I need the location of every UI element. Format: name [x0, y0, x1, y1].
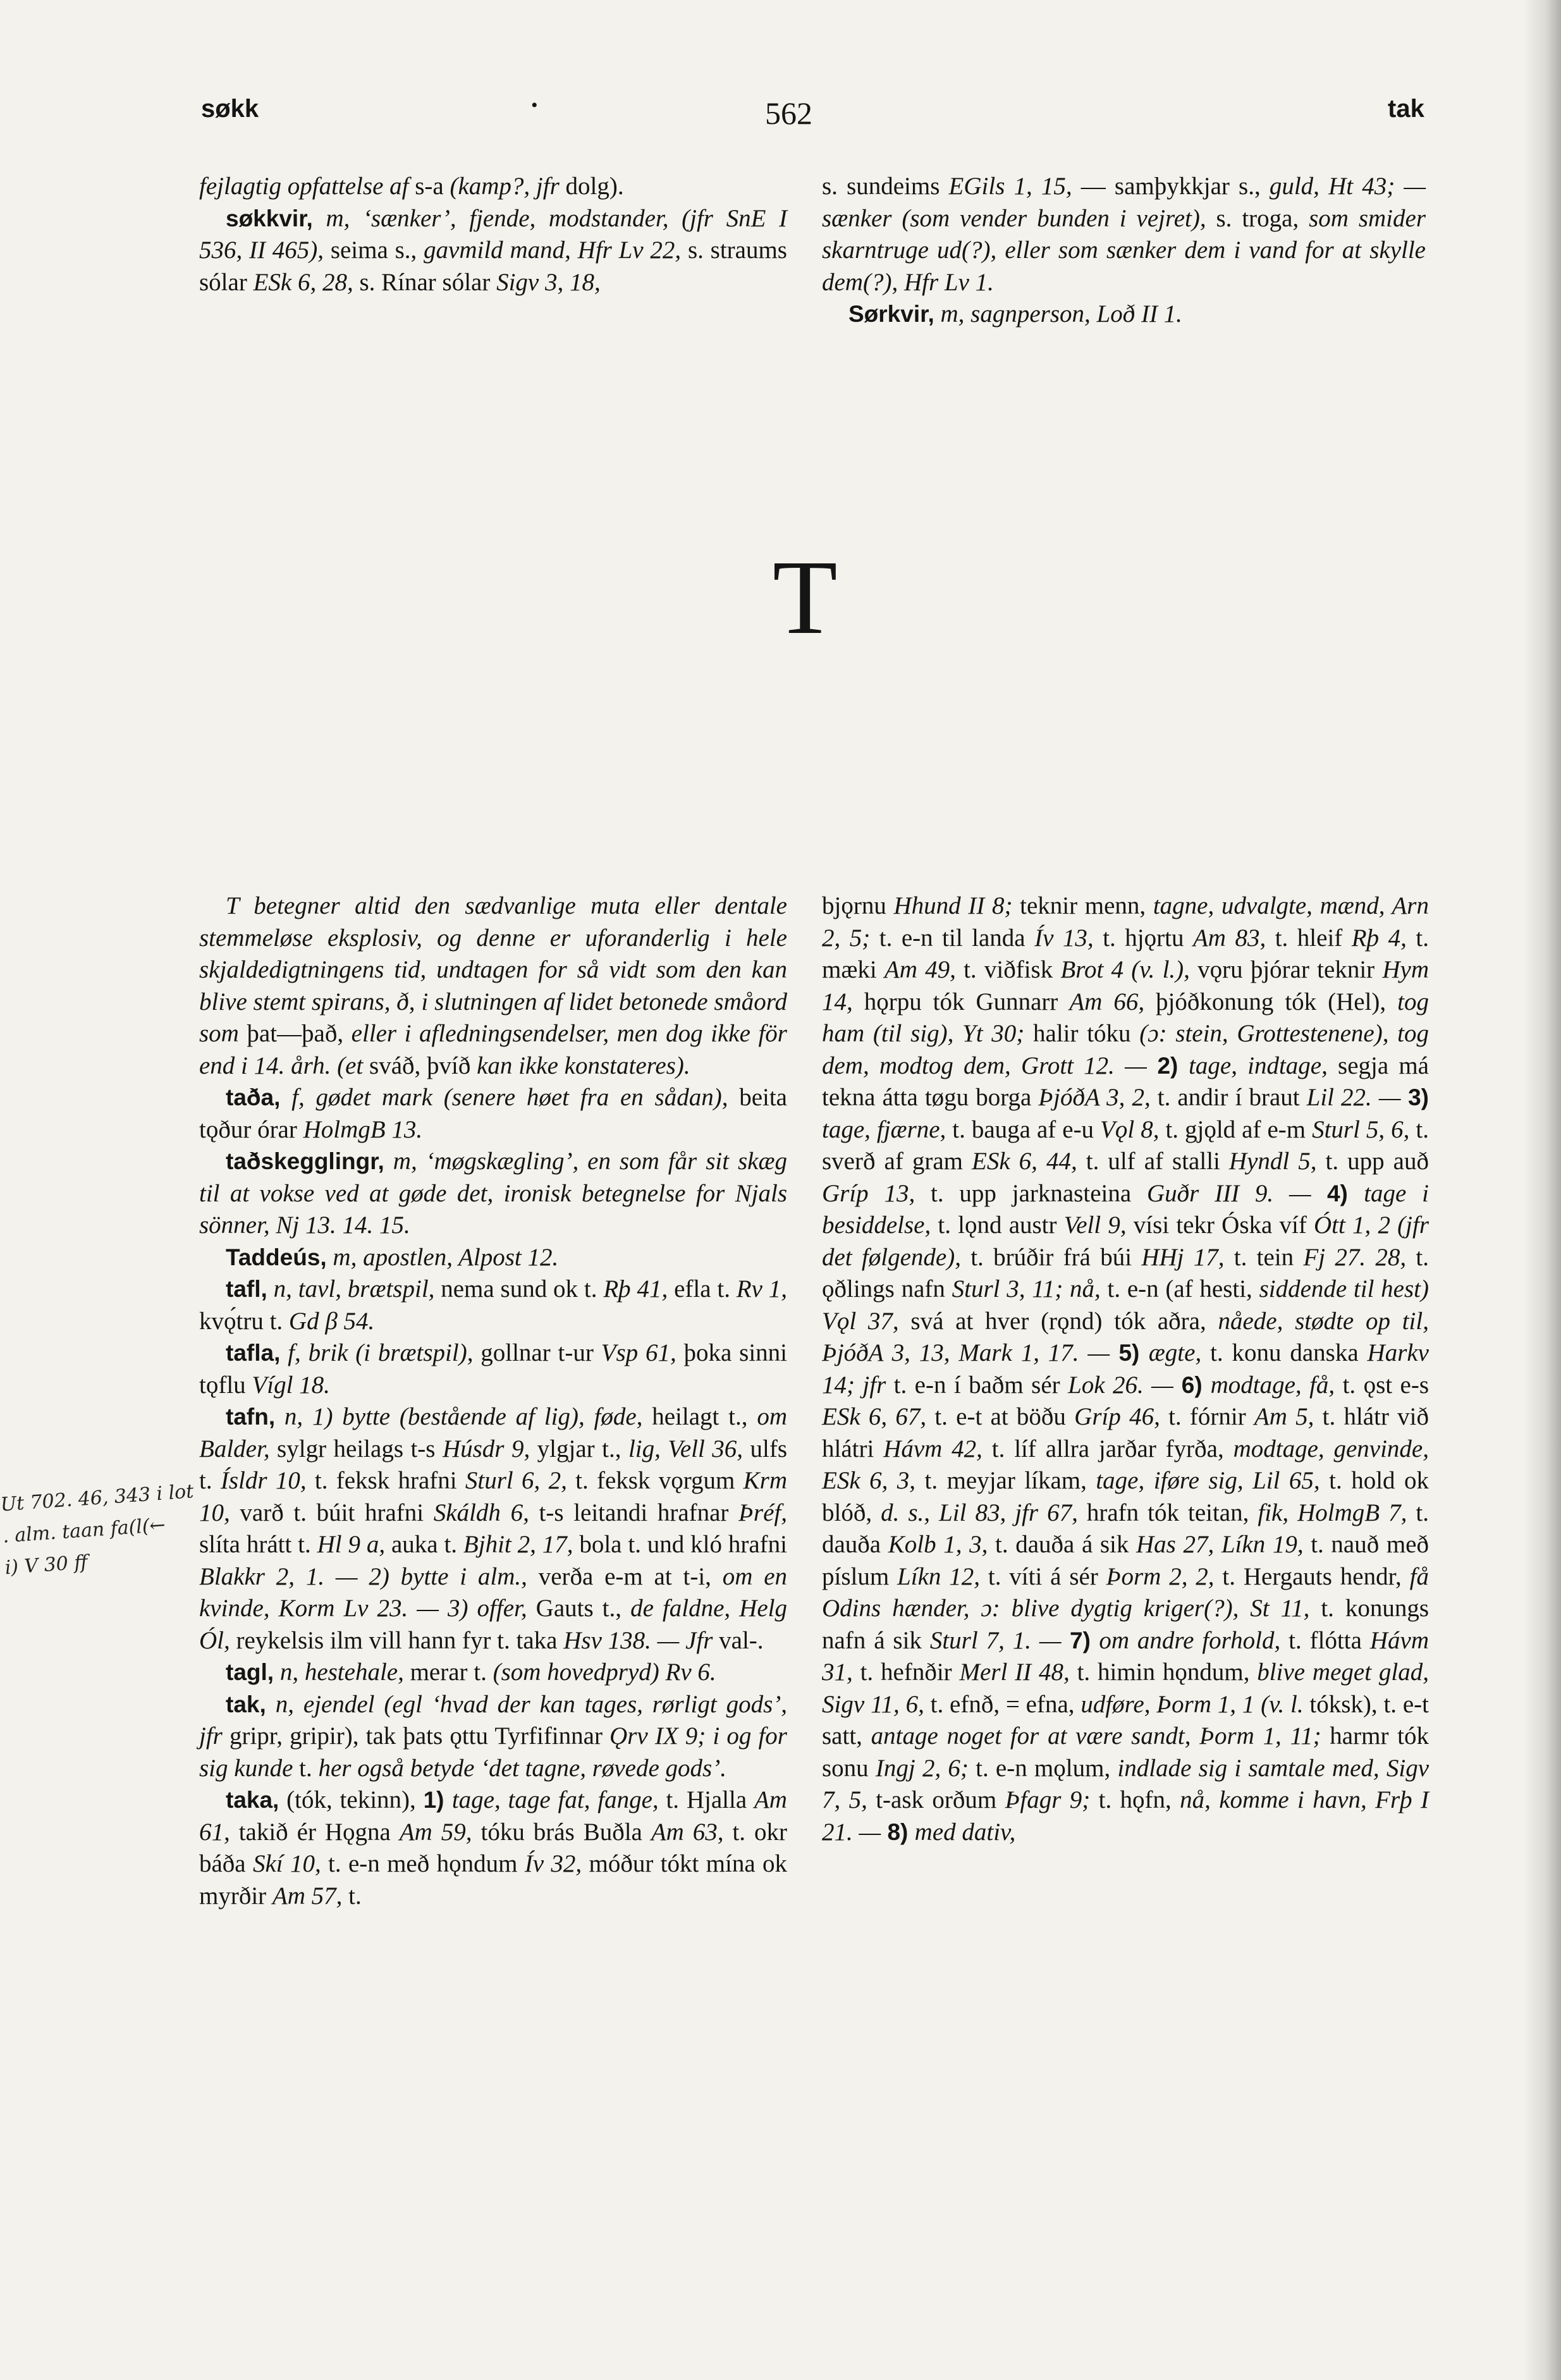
headword: tafla, [226, 1340, 281, 1366]
entry-tadskegglingr: taðskegglingr, m, ‘møgskægling’, en som får sit skæg til at vokse ved at gøde det, ironisk betegnelse for Njals sönner, Nj 13. 14. 15. [199, 1148, 787, 1239]
headword: tafn, [226, 1404, 276, 1430]
headword: søkkvir, [226, 205, 313, 231]
page-number: 562 [765, 95, 812, 131]
handwritten-margin-note [0, 1476, 195, 1585]
section-letter: T [773, 539, 838, 656]
top-right-column [822, 171, 1426, 331]
headword: tak, [226, 1691, 266, 1717]
headword: Taddeús, [226, 1244, 327, 1270]
entry-taka: taka, (tók, tekinn), 1) tage, tage fat, fange, t. Hjalla Am 61, takið ér Hǫgna Am 59, tóku brás Buðla Am 63, t. okr báða Skí 10, t. e-n með hǫndum Ív 32, móður tókt mína ok myrðir Am 57, t. [199, 1786, 787, 1910]
page-gutter-shadow [1523, 0, 1561, 2380]
entry-sokkvir: søkkvir, m, ‘sænker’, fjende, modstander, (jfr SnE I 536, II 465), seima s., gavmild mand, Hfr Lv 22, s. straums sólar ESk 6, 28, s. Rínar sólar Sigv 3, 18, [199, 204, 787, 296]
entry-tagl: tagl, n, hestehale, merar t. (som hovedpryd) Rv 6. [226, 1659, 716, 1686]
entry-tafla: tafla, f, brik (i brætspil), gollnar t-ur Vsp 61, þoka sinni tǫflu Vígl 18. [199, 1339, 788, 1399]
headword: taða, [226, 1084, 281, 1110]
header-dot: • [531, 95, 538, 116]
margin-note-line: . alm. taan fa(l(← [2, 1514, 166, 1548]
running-header [0, 95, 1561, 139]
entry-tak: tak, n, ejendel (egl ‘hvad der kan tages, rørligt gods’, jfr gripr, gripir), tak þats ǫttu Tyrfifinnar Ǫrv IX 9; i og for sig kunde t. her også betyde ‘det tagne, røvede gods’. [199, 1690, 787, 1782]
headword: tafl, [226, 1276, 267, 1302]
entry-tada: taða, f, gødet mark (senere høet fra en sådan), beita tǫður órar HolmgB 13. [199, 1084, 787, 1143]
headword: Sørkvir, [848, 301, 934, 327]
left-guide-word: søkk [201, 95, 259, 123]
entry-tafl: tafl, n, tavl, brætspil, nema sund ok t. Rþ 41, efla t. Rv 1, kvǫ́tru t. Gd β 54. [199, 1275, 788, 1335]
headword: tagl, [226, 1659, 274, 1685]
entry-taddeus: Taddeús, m, apostlen, Alpost 12. [226, 1243, 559, 1271]
headword: taka, [226, 1787, 279, 1813]
entry-continuation: fejlagtig opfattelse af s-a (kamp?, jfr dolg). [199, 173, 624, 200]
headword: taðskegglingr, [226, 1148, 384, 1174]
entry-continuation: s. sundeims EGils 1, 15, — samþykkjar s., guld, Ht 43; — sænker (som vender bunden i vejret), s. troga, som smider skarntruge ud(?), eller som sænker dem i vand for at skylle dem(?), Hfr Lv 1. [822, 173, 1426, 296]
right-guide-word: tak [1388, 95, 1424, 123]
top-left-column [199, 171, 787, 298]
margin-note-line: Ut 702. 46, 343 i lot [0, 1480, 195, 1516]
entry-taka-continuation: bjǫrnu Hhund II 8; teknir menn, tagne, udvalgte, mænd, Arn 2, 5; t. e-n til landa Ív 13, t. hjǫrtu Am 83, t. hleif Rþ 4, t. mæki Am 49, t. viðfisk Brot 4 (v. l.), vǫru þjórar teknir Hym 14, hǫrpu tók Gunnarr Am 66, þjóðkonung tók (Hel), tog ham (til sig), Yt 30; halir tóku (ɔ: stein, Grottestenene), tog dem, modtog dem, Grott 12. — 2) tage, indtage, segja má tekna átta tøgu borga ÞjóðA 3, 2, t. andir í braut Lil 22. — 3) tage, fjærne, t. bauga af e-u Vǫl 8, t. gjǫld af e-m Sturl 5, 6, t. sverð af gram ESk 6, 44, t. ulf af stalli Hyndl 5, t. upp auð Gríp 13, t. upp jarknasteina Guðr III 9. — 4) tage i besiddelse, t. lǫnd austr Vell 9, vísi tekr Óska víf Ótt 1, 2 (jfr det følgende), t. brúðir frá búi HHj 17, t. tein Fj 27. 28, t. ǫðlings nafn Sturl 3, 11; nå, t. e-n (af hesti, siddende til hest) Vǫl 37, svá at hver (rǫnd) tók aðra, nåede, stødte op til, ÞjóðA 3, 13, Mark 1, 17. — 5) ægte, t. konu danska Harkv 14; jfr t. e-n í baðm sér Lok 26. — 6) modtage, få, t. ǫst e-s ESk 6, 67, t. e-t at böðu Gríp 46, t. fórnir Am 5, t. hlátr við hlátri Hávm 42, t. líf allra jarðar fyrða, modtage, genvinde, ESk 6, 3, t. meyjar líkam, tage, iføre sig, Lil 65, t. hold ok blóð, d. s., Lil 83, jfr 67, hrafn tók teitan, fik, HolmgB 7, t. dauða Kolb 1, 3, t. dauða á sik Has 27, Líkn 19, t. nauð með píslum Líkn 12, t. víti á sér Þorm 2, 2, t. Hergauts hendr, få Odins hænder, ɔ: blive dygtig kriger(?), St 11, t. konungs nafn á sik Sturl 7, 1. — 7) om andre forhold, t. flótta Hávm 31, t. hefnðir Merl II 48, t. himin hǫndum, blive meget glad, Sigv 11, 6, t. efnð, = efna, udføre, Þorm 1, 1 (v. l. tóksk), t. e-t satt, antage noget for at være sandt, Þorm 1, 11; harmr tók sonu Ingj 2, 6; t. e-n mǫlum, indlade sig i samtale med, Sigv 7, 5, t-ask orðum Þfagr 9; t. hǫfn, nå, komme i havn, Frþ I 21. — 8) med dativ, [822, 892, 1429, 1846]
bottom-left-column [199, 890, 787, 1912]
bottom-right-column [822, 890, 1429, 1848]
entry-sorkvir: Sørkvir, m, sagnperson, Loð II 1. [848, 300, 1182, 328]
entry-tafn: tafn, n, 1) bytte (bestående af lig), føde, heilagt t., om Balder, sylgr heilags t-s Húsdr 9, ylgjar t., lig, Vell 36, ulfs t. Ísldr 10, t. feksk hrafni Sturl 6, 2, t. feksk vǫrgum Krm 10, varð t. búit hrafni Skáldh 6, t-s leitandi hrafnar Þréf, slíta hrátt t. Hl 9 a, auka t. Bjhit 2, 17, bola t. und kló hrafni Blakkr 2, 1. — 2) bytte i alm., verða e-m at t-i, om en kvinde, Korm Lv 23. — 3) offer, Gauts t., de faldne, Helg Ól, reykelsis ilm vill hann fyr t. taka Hsv 138. — Jfr val-. [199, 1403, 788, 1654]
margin-note-line: i) V 30 ff [4, 1551, 89, 1580]
letter-introduction: T betegner altid den sædvanlige muta eller dentale stemmeløse eksplosiv, og denne er uforanderlig i hele skjaldedigtningens tid, undtagen for så vidt som den kan blive stemt spirans, ð, i slutningen af lidet betonede småord som þat—það, eller i afledningsendelser, men dog ikke för end i 14. årh. (et sváð, þvíð kan ikke konstateres). [199, 892, 787, 1079]
